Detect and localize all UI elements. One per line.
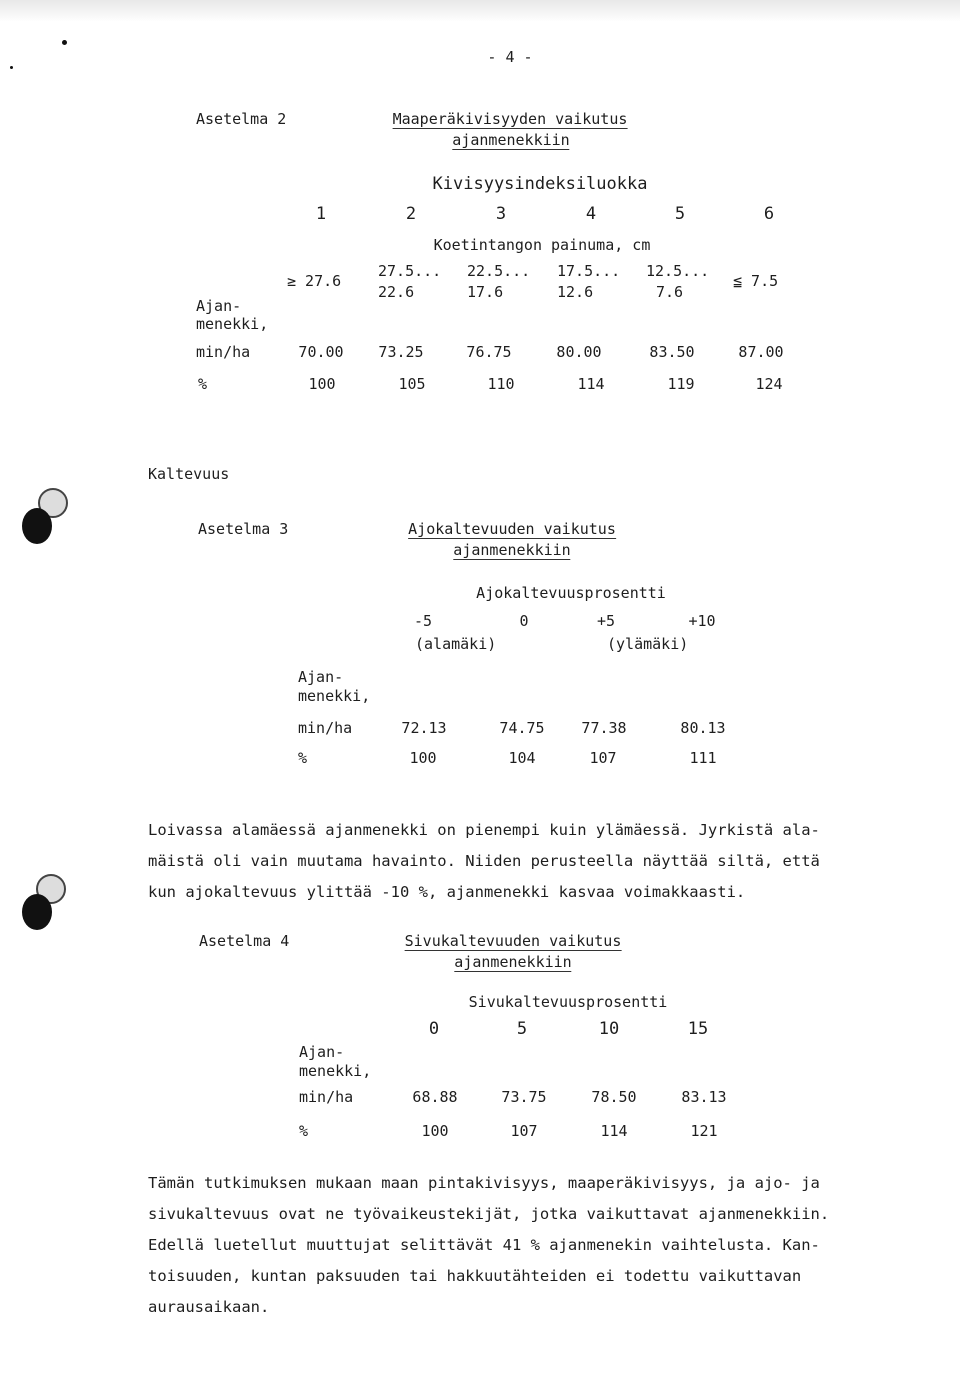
paragraph-line: sivukaltevuus ovat ne työvaikeustekijät, jotka vaikuttavat ajanmenekkiin. xyxy=(148,1205,830,1223)
row-label: Ajan- xyxy=(299,1043,345,1061)
page-number: - 4 - xyxy=(487,48,533,66)
range-top: 22.5... xyxy=(467,262,531,280)
table-cell: 111 xyxy=(689,749,717,767)
table-cell: 76.75 xyxy=(466,343,512,361)
table-cell: 87.00 xyxy=(738,343,784,361)
table-cell: 105 xyxy=(398,375,426,393)
column-header: 0 xyxy=(519,612,529,630)
table-cell: 110 xyxy=(487,375,515,393)
table-label: Asetelma 3 xyxy=(198,520,289,538)
punch-hole xyxy=(22,894,52,930)
column-header: 1 xyxy=(315,204,327,224)
table-cell: 72.13 xyxy=(401,719,447,737)
table-cell: 77.38 xyxy=(581,719,627,737)
row-label: Ajan- xyxy=(196,297,242,315)
unit-label: min/ha xyxy=(196,343,251,361)
column-header: 4 xyxy=(585,204,597,224)
column-header: 5 xyxy=(516,1019,528,1039)
range-top: ≥ 27.6 xyxy=(287,272,342,290)
paragraph-line: kun ajokaltevuus ylittää -10 %, ajanmenekki kasvaa voimakkaasti. xyxy=(148,883,746,901)
column-header: -5 xyxy=(413,612,433,630)
table-cell: 114 xyxy=(577,375,605,393)
range-top: 12.5... xyxy=(646,262,710,280)
table-cell: 80.00 xyxy=(556,343,602,361)
row-label: menekki, xyxy=(299,1062,372,1080)
scan-top-edge xyxy=(0,0,960,22)
table-cell: 78.50 xyxy=(591,1088,637,1106)
table-cell: 114 xyxy=(600,1122,628,1140)
table-title-line2: ajanmenekkiin xyxy=(452,131,570,149)
table-cell: 80.13 xyxy=(680,719,726,737)
table-cell: 104 xyxy=(508,749,536,767)
paragraph-line: Tämän tutkimuksen mukaan maan pintakivisyys, maaperäkivisyys, ja ajo- ja xyxy=(148,1174,820,1192)
table-cell: 83.13 xyxy=(681,1088,727,1106)
table-cell: 119 xyxy=(667,375,695,393)
column-header: 5 xyxy=(674,204,686,224)
unit-label: % xyxy=(298,749,308,767)
paragraph-line: Loivassa alamäessä ajanmenekki on pienempi kuin ylämäessä. Jyrkistä ala- xyxy=(148,821,820,839)
paragraph-line: toisuuden, kuntan paksuuden tai hakkuutähteiden ei todettu vaikuttavan xyxy=(148,1267,802,1285)
table-title: Ajokaltevuuden vaikutus xyxy=(408,520,616,538)
range-bottom: 7.6 xyxy=(656,283,684,301)
table-cell: 70.00 xyxy=(298,343,344,361)
unit-label: min/ha xyxy=(299,1088,354,1106)
column-header: +10 xyxy=(688,612,716,630)
table-cell: 107 xyxy=(589,749,617,767)
paragraph-line: mäistä oli vain muutama havainto. Niiden perusteella näyttää siltä, että xyxy=(148,852,820,870)
range-bottom: 17.6 xyxy=(467,283,504,301)
scan-speck xyxy=(10,66,13,69)
table-cell: 83.50 xyxy=(649,343,695,361)
column-header: +5 xyxy=(596,612,616,630)
column-header: 0 xyxy=(428,1019,440,1039)
table-title: Sivukaltevuuden vaikutus xyxy=(404,932,622,950)
sub-header: Koetintangon painuma, cm xyxy=(433,236,651,254)
paragraph-line: Edellä luetellut muuttujat selittävät 41 % ajanmenekin vaihtelusta. Kan- xyxy=(148,1236,820,1254)
section-heading: Kaltevuus xyxy=(148,465,230,483)
table-title: Maaperäkivisyyden vaikutus xyxy=(392,110,628,128)
table-title-line2: ajanmenekkiin xyxy=(453,541,571,559)
table-label: Asetelma 4 xyxy=(199,932,290,950)
row-label: menekki, xyxy=(298,687,371,705)
row-label: menekki, xyxy=(196,315,269,333)
table-cell: 73.25 xyxy=(378,343,424,361)
table-label: Asetelma 2 xyxy=(196,110,287,128)
column-header: 2 xyxy=(405,204,417,224)
body-paragraph xyxy=(148,1168,829,1323)
unit-label: % xyxy=(299,1122,309,1140)
table-cell: 73.75 xyxy=(501,1088,547,1106)
column-header: 10 xyxy=(598,1019,620,1039)
table-cell: 124 xyxy=(755,375,783,393)
range-top: 17.5... xyxy=(557,262,621,280)
column-note: (alamäki) xyxy=(415,635,497,653)
table-cell: 121 xyxy=(690,1122,718,1140)
table-cell: 100 xyxy=(308,375,336,393)
table-cell: 107 xyxy=(510,1122,538,1140)
punch-hole xyxy=(22,508,52,544)
table-cell: 100 xyxy=(421,1122,449,1140)
unit-label: % xyxy=(198,375,208,393)
column-header: 3 xyxy=(495,204,507,224)
range-bottom: 12.6 xyxy=(557,283,594,301)
range-bottom: 22.6 xyxy=(378,283,415,301)
column-header: 6 xyxy=(763,204,775,224)
column-note: (ylämäki) xyxy=(607,635,689,653)
column-group-header: Ajokaltevuusprosentti xyxy=(476,584,666,602)
table-cell: 74.75 xyxy=(499,719,545,737)
scan-speck xyxy=(62,40,67,45)
table-title-line2: ajanmenekkiin xyxy=(454,953,572,971)
unit-label: min/ha xyxy=(298,719,353,737)
table-cell: 100 xyxy=(409,749,437,767)
column-group-header: Sivukaltevuusprosentti xyxy=(468,993,668,1011)
paragraph-line: aurausaikaan. xyxy=(148,1298,270,1316)
table-cell: 68.88 xyxy=(412,1088,458,1106)
row-label: Ajan- xyxy=(298,668,344,686)
body-paragraph xyxy=(148,815,820,908)
column-header: 15 xyxy=(687,1019,709,1039)
range-top: 27.5... xyxy=(378,262,442,280)
range-top: ≦ 7.5 xyxy=(733,272,779,290)
column-group-header: Kivisyysindeksiluokka xyxy=(432,174,648,194)
